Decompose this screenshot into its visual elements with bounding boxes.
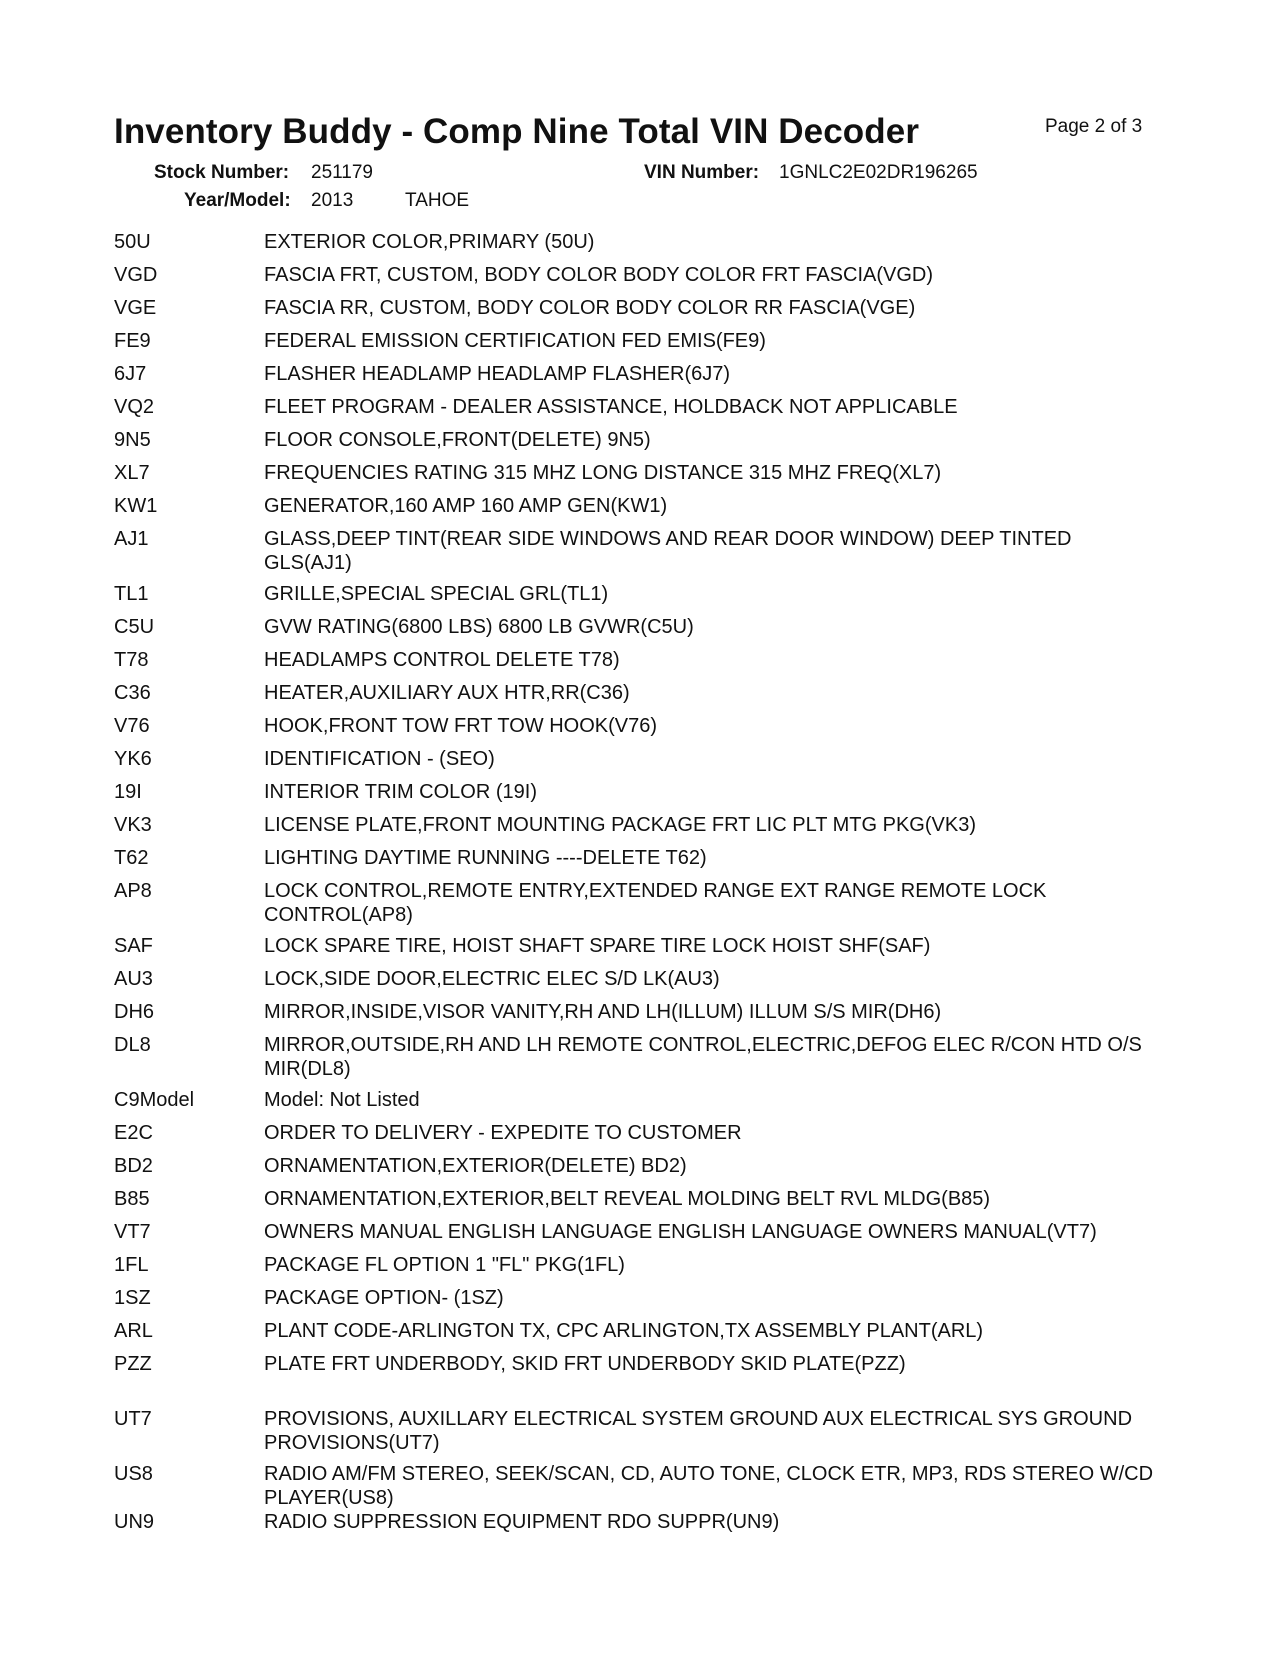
option-row <box>114 1286 1154 1319</box>
option-description: GLASS,DEEP TINT(REAR SIDE WINDOWS AND REAR DOOR WINDOW) DEEP TINTED GLS(AJ1) <box>264 528 1072 574</box>
option-description: ORDER TO DELIVERY - EXPEDITE TO CUSTOMER <box>264 1122 742 1144</box>
option-row <box>114 362 1154 395</box>
option-description: INTERIOR TRIM COLOR (19I) <box>264 781 537 803</box>
option-description: FLEET PROGRAM - DEALER ASSISTANCE, HOLDBACK NOT APPLICABLE <box>264 396 958 418</box>
option-row <box>114 1121 1154 1154</box>
option-row <box>114 681 1154 714</box>
option-description: RADIO AM/FM STEREO, SEEK/SCAN, CD, AUTO TONE, CLOCK ETR, MP3, RDS STEREO W/CD PLAYER(US8) <box>264 1463 1154 1509</box>
option-description: FLASHER HEADLAMP HEADLAMP FLASHER(6J7) <box>264 363 731 385</box>
stock-number-label: Stock Number: <box>154 162 290 183</box>
option-row <box>114 747 1154 780</box>
option-row <box>114 1187 1154 1220</box>
option-row <box>114 1319 1154 1352</box>
option-code: VT7 <box>114 1221 151 1243</box>
option-code: E2C <box>114 1122 153 1144</box>
option-row <box>114 615 1154 648</box>
option-description: IDENTIFICATION - (SEO) <box>264 748 495 770</box>
option-description: FASCIA FRT, CUSTOM, BODY COLOR BODY COLOR FRT FASCIA(VGD) <box>264 264 934 286</box>
option-row <box>114 1462 1154 1510</box>
option-description: EXTERIOR COLOR,PRIMARY (50U) <box>264 231 595 253</box>
option-description: FLOOR CONSOLE,FRONT(DELETE) 9N5) <box>264 429 651 451</box>
option-code: VGE <box>114 297 157 319</box>
option-code: 50U <box>114 231 151 253</box>
year-value: 2013 <box>311 190 354 211</box>
option-row <box>114 813 1154 846</box>
option-code: YK6 <box>114 748 152 770</box>
option-row <box>114 648 1154 681</box>
option-description: PACKAGE OPTION- (1SZ) <box>264 1287 504 1309</box>
option-description: PACKAGE FL OPTION 1 "FL" PKG(1FL) <box>264 1254 625 1276</box>
option-description: LICENSE PLATE,FRONT MOUNTING PACKAGE FRT LIC PLT MTG PKG(VK3) <box>264 814 976 836</box>
option-code: 19I <box>114 781 142 803</box>
option-row <box>114 1407 1154 1462</box>
option-code: 1FL <box>114 1254 149 1276</box>
option-row <box>114 461 1154 494</box>
vin-number-label: VIN Number: <box>644 162 760 183</box>
stock-number-value: 251179 <box>311 162 373 183</box>
year-model-label: Year/Model: <box>184 190 291 211</box>
option-code: TL1 <box>114 583 149 605</box>
option-description: GRILLE,SPECIAL SPECIAL GRL(TL1) <box>264 583 609 605</box>
option-code: SAF <box>114 935 153 957</box>
option-row <box>114 296 1154 329</box>
option-description: PLANT CODE-ARLINGTON TX, CPC ARLINGTON,TX ASSEMBLY PLANT(ARL) <box>264 1320 984 1342</box>
option-row <box>114 714 1154 747</box>
option-row <box>114 527 1154 582</box>
option-row <box>114 1352 1154 1407</box>
option-code: B85 <box>114 1188 150 1210</box>
option-row <box>114 1253 1154 1286</box>
option-description: FASCIA RR, CUSTOM, BODY COLOR BODY COLOR RR FASCIA(VGE) <box>264 297 916 319</box>
option-code: BD2 <box>114 1155 153 1177</box>
option-code: 1SZ <box>114 1287 151 1309</box>
option-row <box>114 1000 1154 1033</box>
page-title: Inventory Buddy - Comp Nine Total VIN Decoder <box>114 112 920 151</box>
option-description: HEADLAMPS CONTROL DELETE T78) <box>264 649 620 671</box>
option-row <box>114 230 1154 263</box>
option-code: AP8 <box>114 880 152 902</box>
option-code: ARL <box>114 1320 153 1342</box>
option-description: GENERATOR,160 AMP 160 AMP GEN(KW1) <box>264 495 668 517</box>
option-code: US8 <box>114 1463 153 1485</box>
option-code: FE9 <box>114 330 151 352</box>
option-description: LOCK CONTROL,REMOTE ENTRY,EXTENDED RANGE EXT RANGE REMOTE LOCK CONTROL(AP8) <box>264 880 1047 926</box>
option-code: UN9 <box>114 1511 155 1533</box>
option-description: Model: Not Listed <box>264 1089 420 1111</box>
option-code: T62 <box>114 847 149 869</box>
model-value: TAHOE <box>405 190 470 211</box>
option-code: VK3 <box>114 814 152 836</box>
option-row <box>114 329 1154 362</box>
option-row <box>114 879 1154 934</box>
option-code: T78 <box>114 649 149 671</box>
option-code: C9Model <box>114 1089 195 1111</box>
vin-number-value: 1GNLC2E02DR196265 <box>779 162 978 183</box>
option-code: XL7 <box>114 462 150 484</box>
option-code: C5U <box>114 616 155 638</box>
option-description: OWNERS MANUAL ENGLISH LANGUAGE ENGLISH LANGUAGE OWNERS MANUAL(VT7) <box>264 1221 1097 1243</box>
option-row <box>114 967 1154 1000</box>
option-row <box>114 1510 1154 1543</box>
option-row <box>114 1033 1154 1088</box>
option-description: LOCK,SIDE DOOR,ELECTRIC ELEC S/D LK(AU3) <box>264 968 720 990</box>
option-code: UT7 <box>114 1408 152 1430</box>
option-description: LOCK SPARE TIRE, HOIST SHAFT SPARE TIRE LOCK HOIST SHF(SAF) <box>264 935 931 957</box>
option-description: LIGHTING DAYTIME RUNNING ----DELETE T62) <box>264 847 707 869</box>
option-row <box>114 1220 1154 1253</box>
option-row <box>114 1088 1154 1121</box>
option-row <box>114 846 1154 879</box>
option-description: ORNAMENTATION,EXTERIOR,BELT REVEAL MOLDING BELT RVL MLDG(B85) <box>264 1188 991 1210</box>
option-description: RADIO SUPPRESSION EQUIPMENT RDO SUPPR(UN9) <box>264 1511 780 1533</box>
option-description: MIRROR,OUTSIDE,RH AND LH REMOTE CONTROL,ELECTRIC,DEFOG ELEC R/CON HTD O/S MIR(DL8) <box>264 1034 1142 1080</box>
option-code: AJ1 <box>114 528 149 550</box>
option-code-list <box>114 230 1154 1543</box>
option-description: FREQUENCIES RATING 315 MHZ LONG DISTANCE 315 MHZ FREQ(XL7) <box>264 462 942 484</box>
option-description: PLATE FRT UNDERBODY, SKID FRT UNDERBODY SKID PLATE(PZZ) <box>264 1353 906 1375</box>
option-code: VQ2 <box>114 396 155 418</box>
page-number: Page 2 of 3 <box>1045 116 1143 137</box>
option-code: AU3 <box>114 968 153 990</box>
option-code: V76 <box>114 715 150 737</box>
option-description: HEATER,AUXILIARY AUX HTR,RR(C36) <box>264 682 630 704</box>
option-description: MIRROR,INSIDE,VISOR VANITY,RH AND LH(ILLUM) ILLUM S/S MIR(DH6) <box>264 1001 942 1023</box>
option-row <box>114 1154 1154 1187</box>
option-code: C36 <box>114 682 151 704</box>
option-code: 9N5 <box>114 429 151 451</box>
option-row <box>114 582 1154 615</box>
option-description: PROVISIONS, AUXILLARY ELECTRICAL SYSTEM GROUND AUX ELECTRICAL SYS GROUND PROVISIONS(UT7) <box>264 1408 1133 1454</box>
option-row <box>114 263 1154 296</box>
option-row <box>114 428 1154 461</box>
option-description: HOOK,FRONT TOW FRT TOW HOOK(V76) <box>264 715 658 737</box>
option-code: VGD <box>114 264 158 286</box>
option-row <box>114 494 1154 527</box>
option-code: 6J7 <box>114 363 147 385</box>
option-row <box>114 780 1154 813</box>
option-code: PZZ <box>114 1353 152 1375</box>
option-description: GVW RATING(6800 LBS) 6800 LB GVWR(C5U) <box>264 616 694 638</box>
option-description: ORNAMENTATION,EXTERIOR(DELETE) BD2) <box>264 1155 687 1177</box>
option-description: FEDERAL EMISSION CERTIFICATION FED EMIS(FE9) <box>264 330 766 352</box>
option-row <box>114 934 1154 967</box>
option-row <box>114 395 1154 428</box>
option-code: KW1 <box>114 495 158 517</box>
option-code: DH6 <box>114 1001 155 1023</box>
option-code: DL8 <box>114 1034 151 1056</box>
